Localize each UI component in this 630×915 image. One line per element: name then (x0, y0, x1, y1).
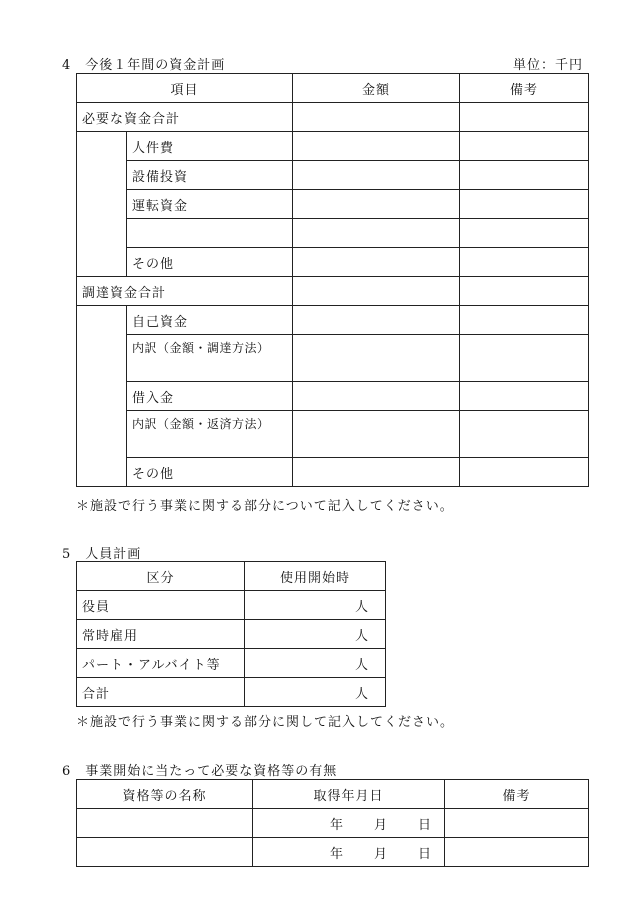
loan-breakdown-label: 内訳（金額・返済方法） (127, 411, 293, 458)
funding-plan-table (76, 73, 589, 487)
personnel-cost-remarks[interactable] (460, 132, 589, 161)
loan-breakdown-remarks[interactable] (460, 411, 589, 458)
section5-note: ＊施設で行う事業に関する部分に関して記入してください。 (76, 715, 455, 730)
qualification-name-cell[interactable] (77, 838, 253, 867)
day-label: 日 (417, 817, 432, 833)
blank-item-remarks[interactable] (460, 219, 589, 248)
own-funds-breakdown-label: 内訳（金額・調達方法） (127, 335, 293, 382)
procure-other-remarks[interactable] (460, 458, 589, 487)
working-capital-amount[interactable] (293, 190, 460, 219)
qualification-remarks-cell[interactable] (445, 809, 589, 838)
officers-count[interactable]: 人 (245, 591, 386, 620)
header-remarks: 備考 (460, 74, 589, 103)
required-other-remarks[interactable] (460, 248, 589, 277)
equipment-investment-remarks[interactable] (460, 161, 589, 190)
total-staff-count[interactable]: 人 (245, 678, 386, 707)
indent-cell (77, 306, 127, 487)
section4-title: 4 今後１年間の資金計画 (62, 58, 226, 73)
section6-title: 6 事業開始に当たって必要な資格等の有無 (62, 764, 338, 779)
part-time-count[interactable]: 人 (245, 649, 386, 678)
staffing-plan-table (76, 561, 386, 707)
qualification-remarks-cell[interactable] (445, 838, 589, 867)
procure-other-label: その他 (127, 458, 293, 487)
qualifications-table (76, 779, 589, 867)
day-label: 日 (417, 846, 432, 862)
month-label: 月 (373, 817, 388, 833)
required-other-label: その他 (127, 248, 293, 277)
regular-employees-count[interactable]: 人 (245, 620, 386, 649)
loan-remarks[interactable] (460, 382, 589, 411)
own-funds-breakdown-remarks[interactable] (460, 335, 589, 382)
own-funds-amount[interactable] (293, 306, 460, 335)
header-category: 区分 (77, 562, 245, 591)
procure-total-label: 調達資金合計 (77, 277, 293, 306)
year-label: 年 (329, 846, 344, 862)
own-funds-breakdown-amount[interactable] (293, 335, 460, 382)
required-total-amount[interactable] (293, 103, 460, 132)
header-item: 項目 (77, 74, 293, 103)
total-staff-label: 合計 (77, 678, 245, 707)
section5-title: 5 人員計画 (62, 547, 142, 562)
section4-note: ＊施設で行う事業に関する部分について記入してください。 (76, 499, 454, 514)
own-funds-label: 自己資金 (127, 306, 293, 335)
required-total-label: 必要な資金合計 (77, 103, 293, 132)
part-time-label: パート・アルバイト等 (77, 649, 245, 678)
personnel-cost-label: 人件費 (127, 132, 293, 161)
personnel-cost-amount[interactable] (293, 132, 460, 161)
blank-item-amount[interactable] (293, 219, 460, 248)
header-acquisition-date: 取得年月日 (253, 780, 445, 809)
procure-other-amount[interactable] (293, 458, 460, 487)
officers-label: 役員 (77, 591, 245, 620)
header-start: 使用開始時 (245, 562, 386, 591)
equipment-investment-label: 設備投資 (127, 161, 293, 190)
header-amount: 金額 (293, 74, 460, 103)
blank-item-label[interactable] (127, 219, 293, 248)
loan-amount[interactable] (293, 382, 460, 411)
header-remarks: 備考 (445, 780, 589, 809)
month-label: 月 (373, 846, 388, 862)
indent-cell (77, 132, 127, 277)
loan-label: 借入金 (127, 382, 293, 411)
qualification-name-cell[interactable] (77, 809, 253, 838)
required-other-amount[interactable] (293, 248, 460, 277)
header-qualification-name: 資格等の名称 (77, 780, 253, 809)
section4-unit: 単位：千円 (513, 58, 584, 73)
procure-total-amount[interactable] (293, 277, 460, 306)
equipment-investment-amount[interactable] (293, 161, 460, 190)
working-capital-label: 運転資金 (127, 190, 293, 219)
year-label: 年 (329, 817, 344, 833)
acquisition-date-cell[interactable] (253, 838, 445, 867)
own-funds-remarks[interactable] (460, 306, 589, 335)
acquisition-date-cell[interactable] (253, 809, 445, 838)
required-total-remarks[interactable] (460, 103, 589, 132)
loan-breakdown-amount[interactable] (293, 411, 460, 458)
working-capital-remarks[interactable] (460, 190, 589, 219)
procure-total-remarks[interactable] (460, 277, 589, 306)
regular-employees-label: 常時雇用 (77, 620, 245, 649)
